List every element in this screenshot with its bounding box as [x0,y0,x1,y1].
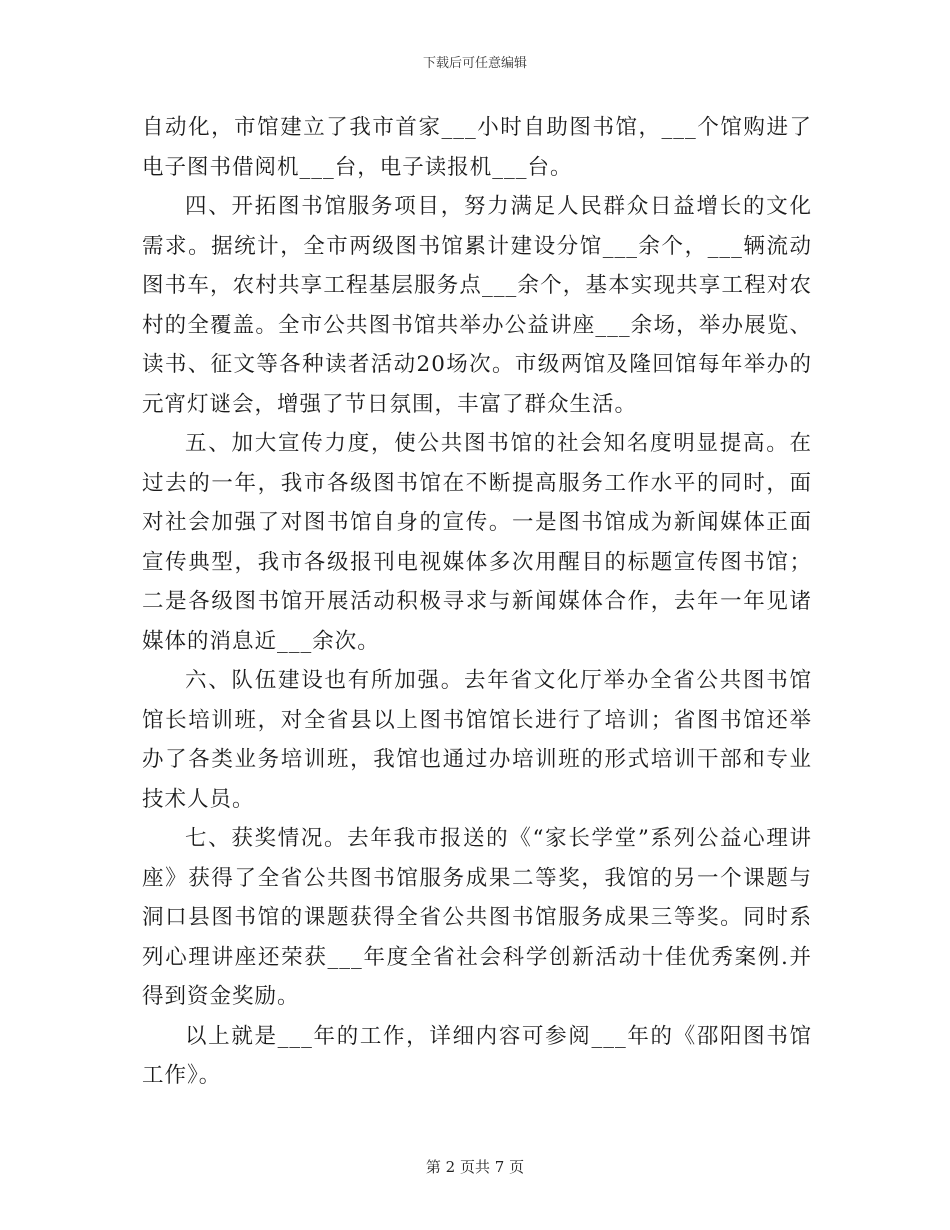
paragraph-section-six: 六、队伍建设也有所加强。去年省文化厅举办全省公共图书馆馆长培训班，对全省县以上图书馆馆长进行了培训；省图书馆还举办了各类业务培训班，我馆也通过办培训班的形式培训干部和专业技术人员。 [142,668,812,812]
page-number-footer: 第 2 页共 7 页 [425,1158,525,1176]
paragraph-closing: 以上就是___年的工作，详细内容可参阅___年的《邵阳图书馆工作》。 [142,1023,812,1088]
page-header: 下载后可任意编辑 [422,56,527,71]
paragraph-continuation: 自动化，市馆建立了我市首家___小时自助图书馆，___个馆购进了电子图书借阅机___台，电子读报机___台。 [142,115,812,180]
paragraph-section-four: 四、开拓图书馆服务项目，努力满足人民群众日益增长的文化需求。据统计，全市两级图书馆累计建设分馆___余个，___辆流动图书车，农村共享工程基层服务点___余个，基本实现共享工程对农村的全覆盖。全市公共图书馆共举办公益讲座___余场，举办展览、读书、征文等各种读者活动20场次。市级两馆及隆回馆每年举办的元宵灯谜会，增强了节日氛围，丰富了群众生活。 [142,194,812,417]
document-body [142,108,812,1096]
paragraph-section-five: 五、加大宣传力度，使公共图书馆的社会知名度明显提高。在过去的一年，我市各级图书馆在不断提高服务工作水平的同时，面对社会加强了对图书馆自身的宣传。一是图书馆成为新闻媒体正面宣传典型，我市各级报刊电视媒体多次用醒目的标题宣传图书馆；二是各级图书馆开展活动积极寻求与新闻媒体合作，去年一年见诸媒体的消息近___余次。 [142,431,812,654]
paragraph-section-seven: 七、获奖情况。去年我市报送的《“家长学堂”系列公益心理讲座》获得了全省公共图书馆服务成果二等奖，我馆的另一个课题与洞口县图书馆的课题获得全省公共图书馆服务成果三等奖。同时系列心理讲座还荣获___年度全省社会科学创新活动十佳优秀案例.并得到资金奖励。 [142,826,812,1009]
